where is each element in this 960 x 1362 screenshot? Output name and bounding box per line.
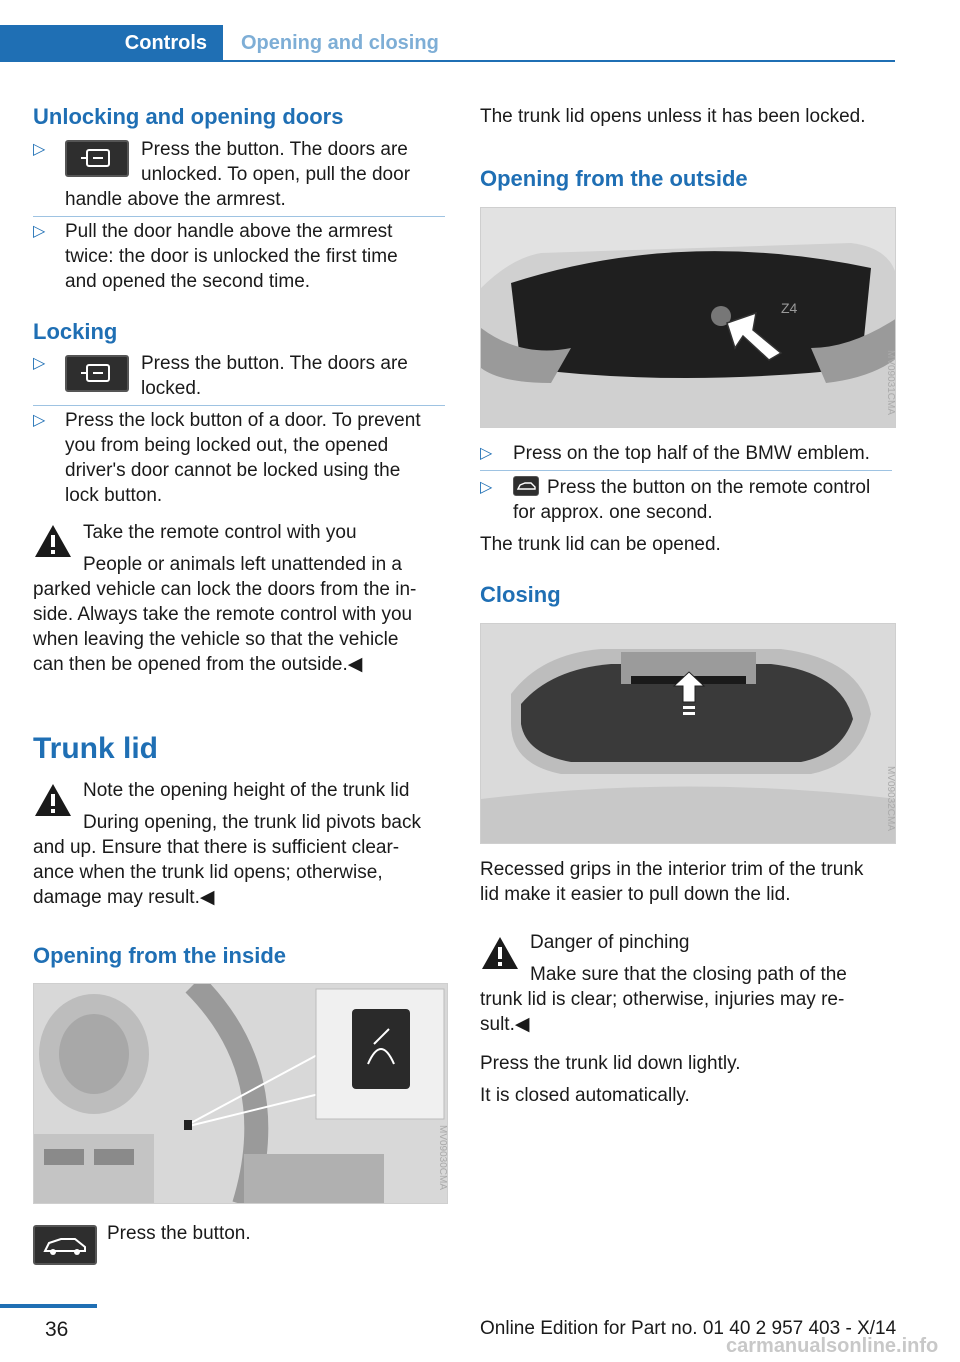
tab-opening-and-closing[interactable]: Opening and closing [241, 32, 439, 54]
warn1-line5: can then be opened from the outside.◀ [33, 654, 363, 675]
lock-door-button-icon [65, 355, 129, 392]
photo2-code: MV09032CMA [885, 766, 896, 832]
locking-heading: Locking [33, 319, 118, 344]
bullet-triangle-icon: ▷ [33, 223, 46, 240]
unlock-b1-line1: Press the button. The doors are [141, 139, 408, 160]
bullet-triangle-icon: ▷ [480, 479, 493, 496]
remote-trunk-button-icon [513, 476, 539, 496]
warn2-line4: damage may result.◀ [33, 887, 215, 908]
unlock-b2-line1: Pull the door handle above the armrest [65, 221, 393, 242]
lock-b1-line1: Press the button. The doors are [141, 353, 408, 374]
outside-b2-line1: Press the button on the remote control [547, 477, 871, 498]
trunk-exterior-photo [480, 207, 896, 428]
outside-b2-line2: for approx. one second. [513, 502, 713, 523]
footer-edition: Online Edition for Part no. 01 40 2 957 403 - X/14 [480, 1318, 897, 1339]
unlock-b1-line2: unlocked. To open, pull the door [141, 164, 411, 185]
separator [480, 470, 892, 471]
warn3-title: Danger of pinching [530, 932, 690, 953]
warn1-line2: parked vehicle can lock the doors from the in- [33, 579, 417, 600]
lock-b2-line4: lock button. [65, 485, 163, 506]
page-number: 36 [45, 1318, 69, 1341]
warn2-title: Note the opening height of the trunk lid [83, 780, 410, 801]
trunk-lid-heading: Trunk lid [33, 732, 159, 765]
unlock-heading: Unlocking and opening doors [33, 104, 344, 129]
bullet-triangle-icon: ▷ [33, 412, 46, 429]
warn2-line1: During opening, the trunk lid pivots back [83, 812, 421, 833]
lock-b2-line2: you from being locked out, the opened [65, 435, 389, 456]
recess-line2: lid make it easier to pull down the lid. [480, 884, 791, 905]
photo1-code: MV09031CMA [885, 350, 896, 416]
unlock-b2-line3: and opened the second time. [65, 271, 311, 292]
warning-icon [33, 782, 73, 818]
warn1-line3: side. Always take the remote control with you [33, 604, 413, 625]
warn2-line2: and up. Ensure that there is sufficient clear- [33, 837, 400, 858]
outside-b1: Press on the top half of the BMW emblem. [513, 443, 870, 464]
svg-text:Z4: Z4 [781, 300, 798, 316]
trunk-intro: The trunk lid opens unless it has been locked. [480, 106, 866, 127]
can-be-opened: The trunk lid can be opened. [480, 534, 721, 555]
separator [33, 216, 445, 217]
unlock-door-button-icon [65, 140, 129, 177]
press-button-text: Press the button. [107, 1223, 251, 1244]
closed-automatically: It is closed automatically. [480, 1085, 690, 1106]
warn3-line3: sult.◀ [480, 1014, 530, 1035]
warning-icon [33, 523, 73, 559]
photo-code: MV09030CMA [437, 1125, 448, 1191]
closing-heading: Closing [480, 582, 561, 607]
press-lightly: Press the trunk lid down lightly. [480, 1053, 741, 1074]
recess-line1: Recessed grips in the interior trim of the trunk [480, 859, 864, 880]
warn3-line2: trunk lid is clear; otherwise, injuries may re- [480, 989, 845, 1010]
trunk-interior-photo [480, 623, 896, 844]
warning-icon [480, 935, 520, 971]
separator [33, 405, 445, 406]
lock-b1-line2: locked. [141, 378, 202, 399]
warn1-line1: People or animals left unattended in a [83, 554, 402, 575]
warn3-line1: Make sure that the closing path of the [530, 964, 847, 985]
bullet-triangle-icon: ▷ [33, 355, 46, 372]
warn1-title: Take the remote control with you [83, 522, 357, 543]
interior-photo [33, 983, 448, 1204]
watermark: carmanualsonline.info [726, 1335, 939, 1357]
trunk-button-icon [33, 1225, 97, 1265]
bullet-triangle-icon: ▷ [480, 445, 493, 462]
unlock-b1-line3: handle above the armrest. [65, 189, 286, 210]
header-tabs [0, 25, 895, 63]
outside-heading: Opening from the outside [480, 166, 748, 191]
lock-b2-line1: Press the lock button of a door. To prevent [65, 410, 421, 431]
unlock-b2-line2: twice: the door is unlocked the first time [65, 246, 398, 267]
footer-accent [0, 1304, 97, 1308]
header-divider [0, 60, 895, 62]
tab-controls[interactable]: Controls [0, 25, 223, 62]
bullet-triangle-icon: ▷ [33, 141, 46, 158]
inside-heading: Opening from the inside [33, 943, 287, 968]
warn2-line3: ance when the trunk lid opens; otherwise, [33, 862, 383, 883]
lock-b2-line3: driver's door cannot be locked using the [65, 460, 401, 481]
warn1-line4: when leaving the vehicle so that the vehicle [33, 629, 399, 650]
